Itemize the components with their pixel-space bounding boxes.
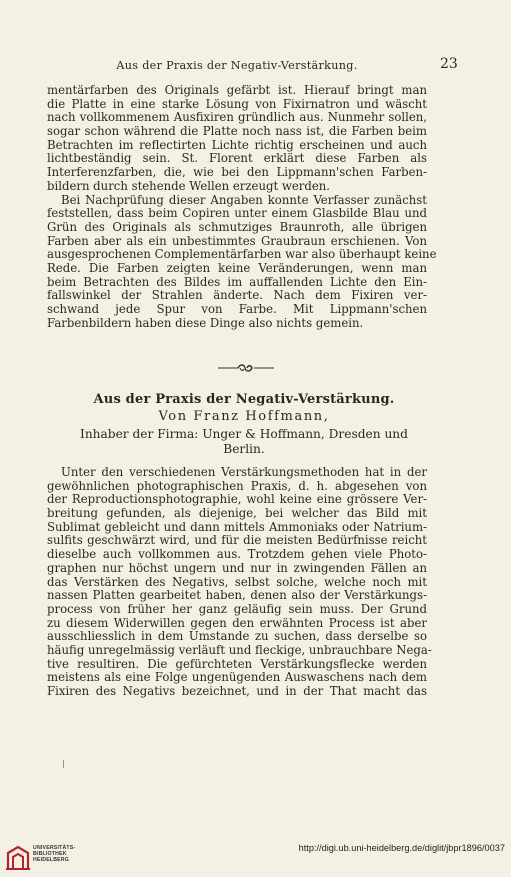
university-library-logo-icon [5, 844, 31, 871]
affiliation [50, 427, 438, 456]
text-line: sulfits geschwärzt wird, und für die meisten Bedürfnisse reicht [47, 533, 427, 548]
ornament-divider-icon [218, 363, 274, 373]
text-line: Betrachten im reflectirten Lichte richtig erscheinen und auch [47, 137, 427, 152]
text-line: ausschliesslich in dem Umstande zu suchen, dass derselbe so [47, 629, 427, 644]
article-title: Aus der Praxis der Negativ-Verstärkung. [93, 392, 395, 407]
text-line: beim Betrachten des Bildes im auffallenden Lichte den Ein- [47, 274, 427, 289]
text-line: Farben aber als ein unbestimmtes Graubraun erschienen. Von [47, 233, 427, 248]
page-number: 23 [440, 56, 458, 72]
text-line: dieselbe auch vollkommen aus. Trotzdem gehen viele Photo- [47, 547, 427, 562]
text-line: häufig unregelmässig verläuft und fleckige, unbrauchbare Nega- [47, 642, 432, 657]
text-line: process von früher her ganz geläufig sein muss. Der Grund [47, 601, 427, 616]
paragraph-2 [47, 192, 437, 331]
affiliation-line: Inhaber der Firma: Unger & Hoffmann, Dresden und [80, 427, 408, 441]
text-line: tive resultiren. Die gefürchteten Verstärkungsflecke werden [47, 656, 427, 671]
text-line: sogar schon während die Platte noch nass ist, die Farben beim [47, 124, 427, 139]
text-line: nassen Platten gearbeitet haben, denen also der Verstärkungs- [47, 588, 427, 603]
text-line: Sublimat gebleicht und dann mittels Ammoniaks oder Natrium- [47, 519, 427, 534]
text-line: mentärfarben des Originals gefärbt ist. Hierauf bringt man [47, 83, 427, 97]
text-line: das Verstärken des Negativs, selbst solche, welche noch mit [47, 574, 427, 589]
text-line: Interferenzfarben, die, wie bei den Lippmann'schen Farben- [47, 165, 427, 180]
text-line: breitung gefunden, als diejenige, bei welcher das Bild mit [47, 506, 427, 521]
text-line: ausgesprochenen Complementärfarben war also überhaupt keine [47, 247, 437, 262]
text-line: fallswinkel der Strahlen änderte. Nach dem Fixiren ver- [47, 288, 427, 303]
margin-mark [63, 760, 64, 768]
text-line: Rede. Die Farben zeigten keine Veränderungen, wenn man [47, 261, 427, 276]
text-line: bildern durch stehende Wellen erzeugt werden. [47, 178, 331, 193]
text-line: Unter den verschiedenen Verstärkungsmethoden hat in der [61, 465, 427, 479]
text-line: Bei Nachprüfung dieser Angaben konnte Verfasser zunächst [61, 192, 427, 207]
paragraph-1 [47, 84, 427, 194]
library-name-line: HEIDELBERG [33, 857, 70, 864]
text-line: schwand jede Spur von Farbe. Mit Lippmann'schen [47, 302, 427, 317]
text-line: feststellen, dass beim Copiren unter einem Glasbilde Blau und [47, 206, 427, 221]
text-line: Fixiren des Negativs bezeichnet, und in der That macht das [47, 684, 427, 698]
text-line: die Platte in eine starke Lösung von Fixirnatron und wäscht [47, 96, 427, 111]
text-line: zu diesem Widerwillen gegen den erwähnten Process ist aber [47, 615, 427, 630]
text-line: Farbenbildern haben diese Dinge also nichts gemein. [47, 315, 364, 330]
library-name-line: UNIVERSITÄTS- [33, 845, 76, 851]
text-line: gewöhnlichen photographischen Praxis, d. h. abgesehen von [47, 478, 427, 493]
text-line: graphen nur höchst ungern und nur in zwingenden Fällen an [47, 560, 427, 575]
affiliation-line: Berlin. [223, 441, 265, 456]
text-line: der Reproductionsphotographie, wohl keine eine grössere Ver- [47, 492, 427, 507]
text-line: lichtbeständig sein. St. Florent erklärt diese Farben als [47, 151, 427, 166]
text-line: Grün des Originals als schmutziges Braunroth, alle übrigen [47, 219, 427, 234]
library-name [33, 845, 75, 864]
text-line: nach vollkommenem Ausfixiren gründlich aus. Nunmehr sollen, [47, 110, 427, 125]
running-head: Aus der Praxis der Negativ-Verstärkung. [116, 59, 358, 72]
text-line: meistens als eine Folge ungenügenden Auswaschens nach dem [47, 670, 427, 685]
author-line: Von Franz Hoffmann, [158, 409, 330, 424]
paragraph-3 [47, 465, 432, 699]
source-url-link[interactable]: http://digi.ub.uni-heidelberg.de/diglit/jbpr1896/0037 [298, 843, 505, 853]
library-name-line: BIBLIOTHEK [33, 851, 67, 858]
